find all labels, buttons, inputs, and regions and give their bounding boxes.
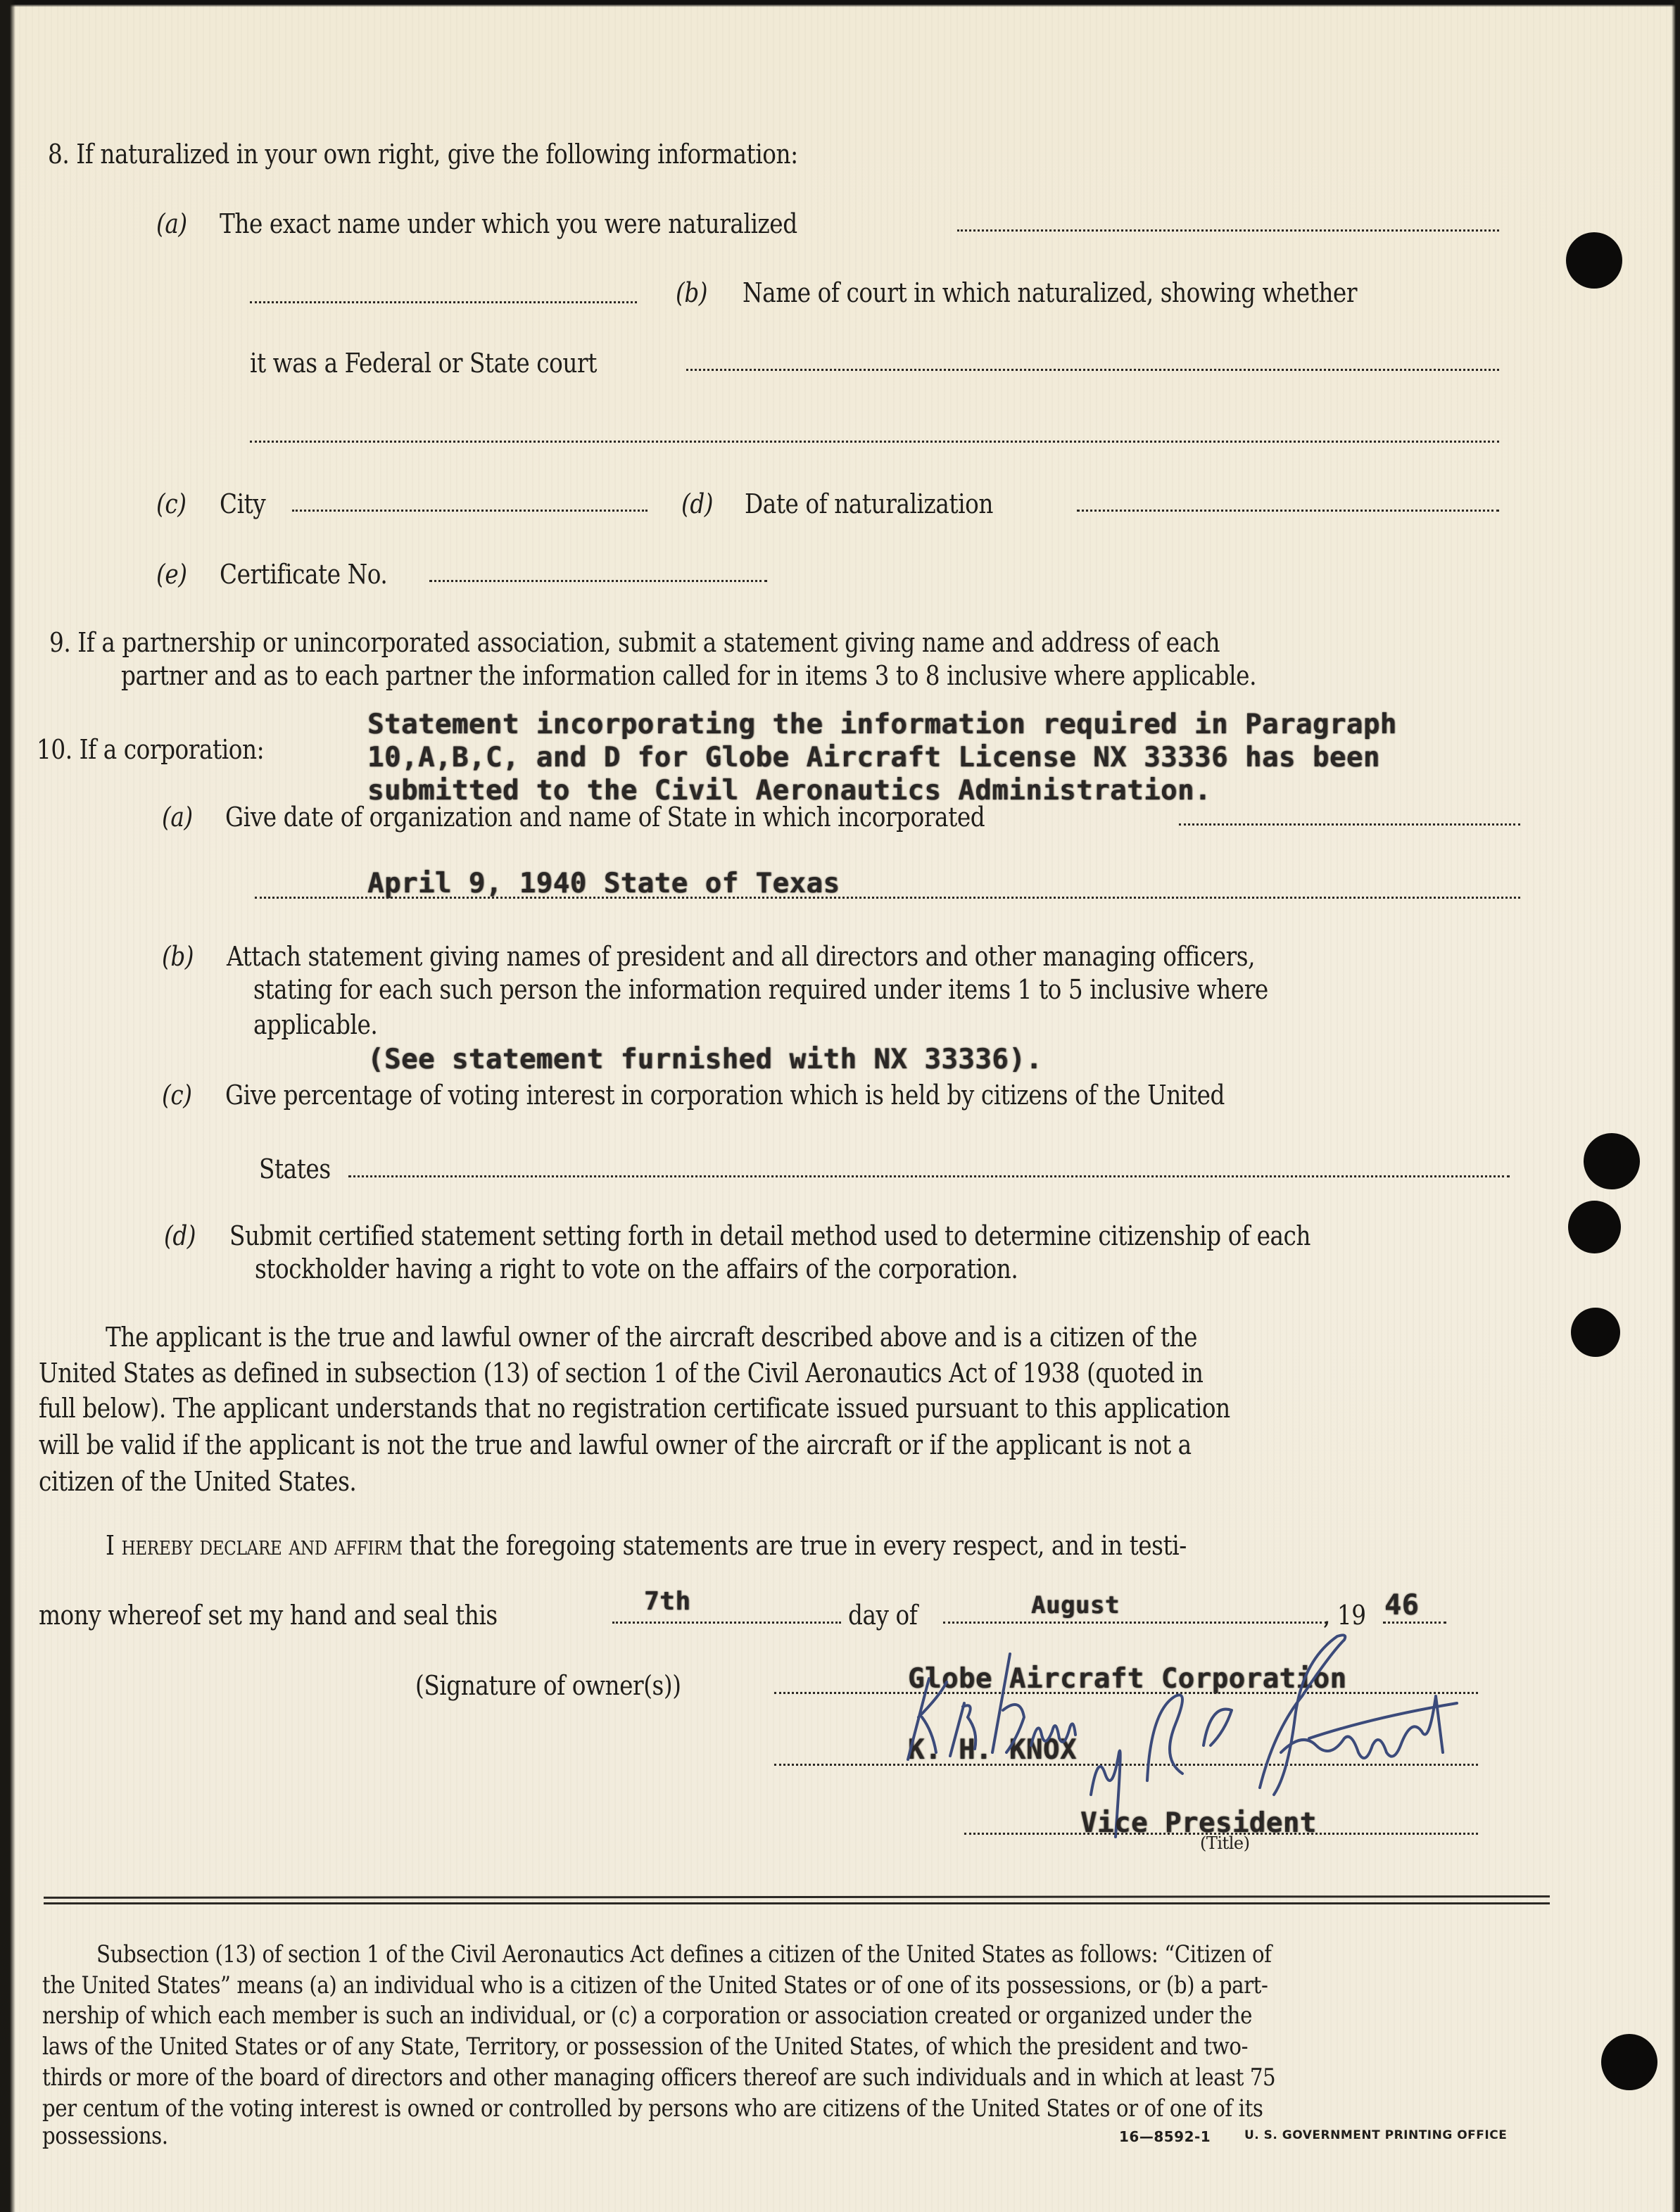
item-8c-city-field[interactable] [292,510,648,512]
item-10c-label: (c) [162,1080,192,1111]
year-prefix: , 19 [1323,1600,1366,1631]
item-8b-text: Name of court in which naturalized, showing whether [743,277,1358,308]
ownership-statement-line-4: will be valid if the applicant is not the true and lawful owner of the aircraft or if the applicant is not a [39,1429,1192,1460]
punch-hole-5 [1601,2034,1657,2090]
day-field-line[interactable] [612,1622,841,1624]
item-9-line-2: partner and as to each partner the information called for in items 3 to 8 inclusive where applicable. [121,660,1257,691]
item-10a-text: Give date of organization and name of State in which incorporated [225,802,985,833]
footnote-line-5: thirds or more of the board of directors and other managing officers thereof are such individuals and in which at least 75 [42,2064,1276,2092]
item-9-line-1: 9. If a partnership or unincorporated association, submit a statement giving name and address of each [49,627,1220,658]
footnote-line-2: the United States” means (a) an individual who is a citizen of the United States or of one of its possessions, or (b) a part- [42,1971,1268,1999]
item-8a-blank-line[interactable] [957,229,1499,232]
item-10c-percentage-field[interactable] [348,1175,1510,1177]
punch-hole-3 [1568,1201,1621,1253]
item-10a-value: April 9, 1940 State of Texas [367,868,840,899]
printer-credit: U. S. GOVERNMENT PRINTING OFFICE [1244,2128,1508,2142]
item-10-typed-statement-line-3: submitted to the Civil Aeronautics Administration. [367,775,1211,807]
item-10a-label: (a) [162,802,193,833]
divider-rule-top [44,1895,1550,1899]
declaration-caps: hereby declare and affirm [121,1530,403,1561]
item-8b-blank-line[interactable] [686,369,1499,371]
ownership-statement-line-1: The applicant is the true and lawful owner of the aircraft described above and is a citizen of the [106,1322,1198,1353]
footnote-line-6: per centum of the voting interest is owned or controlled by persons who are citizens of the United States or of one of its [42,2094,1263,2123]
day-of-text: day of [848,1600,918,1631]
footnote-line-7: possessions. [42,2122,168,2150]
title-caption: (Title) [1200,1833,1250,1853]
item-10b-line-3: applicable. [253,1009,378,1040]
signer-typed-name: K. H. KNOX [908,1734,1077,1766]
item-8b-text-cont: it was a Federal or State court [250,348,597,379]
item-8d-text: Date of naturalization [745,488,993,519]
item-8a-label: (a) [156,208,187,239]
item-10b-value: (See statement furnished with NX 33336). [367,1044,1043,1075]
footnote-line-1: Subsection (13) of section 1 of the Civil Aeronautics Act defines a citizen of the United States as follows: “Citizen of [96,1940,1272,1968]
punch-hole-4 [1571,1308,1620,1357]
signature-label: (Signature of owner(s)) [415,1670,681,1701]
form-number: 16—8592-1 [1119,2128,1211,2145]
item-10a-blank-line[interactable] [1179,823,1520,826]
item-8-heading: 8. If naturalized in your own right, give the following information: [48,139,798,170]
item-10d-line-2: stockholder having a right to vote on the affairs of the corporation. [255,1253,1018,1284]
item-8d-label: (d) [681,488,714,519]
item-8a-text: The exact name under which you were naturalized [220,208,797,239]
item-8b-blank-line-2[interactable] [250,441,1499,443]
punch-hole-1 [1566,232,1622,289]
owner-typed-name: Globe Aircraft Corporation [908,1663,1347,1695]
item-10b-line-2: stating for each such person the information required under items 1 to 5 inclusive where [253,974,1268,1005]
item-10d-label: (d) [164,1220,196,1251]
item-8e-text: Certificate No. [220,559,388,590]
item-8d-date-field[interactable] [1077,510,1499,512]
item-10b-label: (b) [162,941,194,972]
item-10c-text: Give percentage of voting interest in corporation which is held by citizens of the United [225,1080,1225,1111]
declaration-i: I [106,1530,115,1561]
declaration-line-2: mony whereof set my hand and seal this [39,1600,498,1631]
item-8c-label: (c) [156,488,187,519]
item-8b-label: (b) [676,277,708,308]
declaration-rest: that the foregoing statements are true in every respect, and in testi- [409,1530,1187,1561]
item-10-label: 10. If a corporation: [37,734,265,765]
ownership-statement-line-2: United States as defined in subsection (13) of section 1 of the Civil Aeronautics Act of 1938 (quoted in [39,1358,1204,1389]
item-10c-text-cont: States [259,1154,331,1184]
item-10-typed-statement-line-1: Statement incorporating the information required in Paragraph [367,709,1397,740]
footnote-line-3: nership of which each member is such an individual, or (c) a corporation or association created or organized under the [42,2002,1252,2030]
year-field-value: 46 [1384,1589,1420,1622]
item-8e-certificate-field[interactable] [429,580,767,582]
item-10b-line-1: Attach statement giving names of president and all directors and other managing officers, [227,941,1256,972]
footnote-line-4: laws of the United States or of any State, Territory, or possession of the United States, of which the president and two- [42,2033,1249,2061]
ownership-statement-line-5: citizen of the United States. [39,1466,357,1497]
item-10d-line-1: Submit certified statement setting forth in detail method used to determine citizenship of each [229,1220,1311,1251]
title-field-value: Vice President [1080,1807,1317,1839]
ownership-statement-line-3: full below). The applicant understands that no registration certificate issued pursuant to this application [39,1393,1230,1424]
item-8a-blank-line-cont[interactable] [250,301,637,303]
item-8e-label: (e) [156,559,187,590]
month-field-value: August [1031,1591,1120,1619]
item-10-typed-statement-line-2: 10,A,B,C, and D for Globe Aircraft License NX 33336 has been [367,742,1380,773]
divider-rule-bottom [44,1902,1550,1904]
handwritten-signature [880,1612,1555,1823]
declaration-line-1 [106,1529,1187,1562]
punch-hole-2 [1584,1133,1640,1189]
day-field-value: 7th [644,1587,691,1616]
item-8c-text: City [220,488,266,519]
